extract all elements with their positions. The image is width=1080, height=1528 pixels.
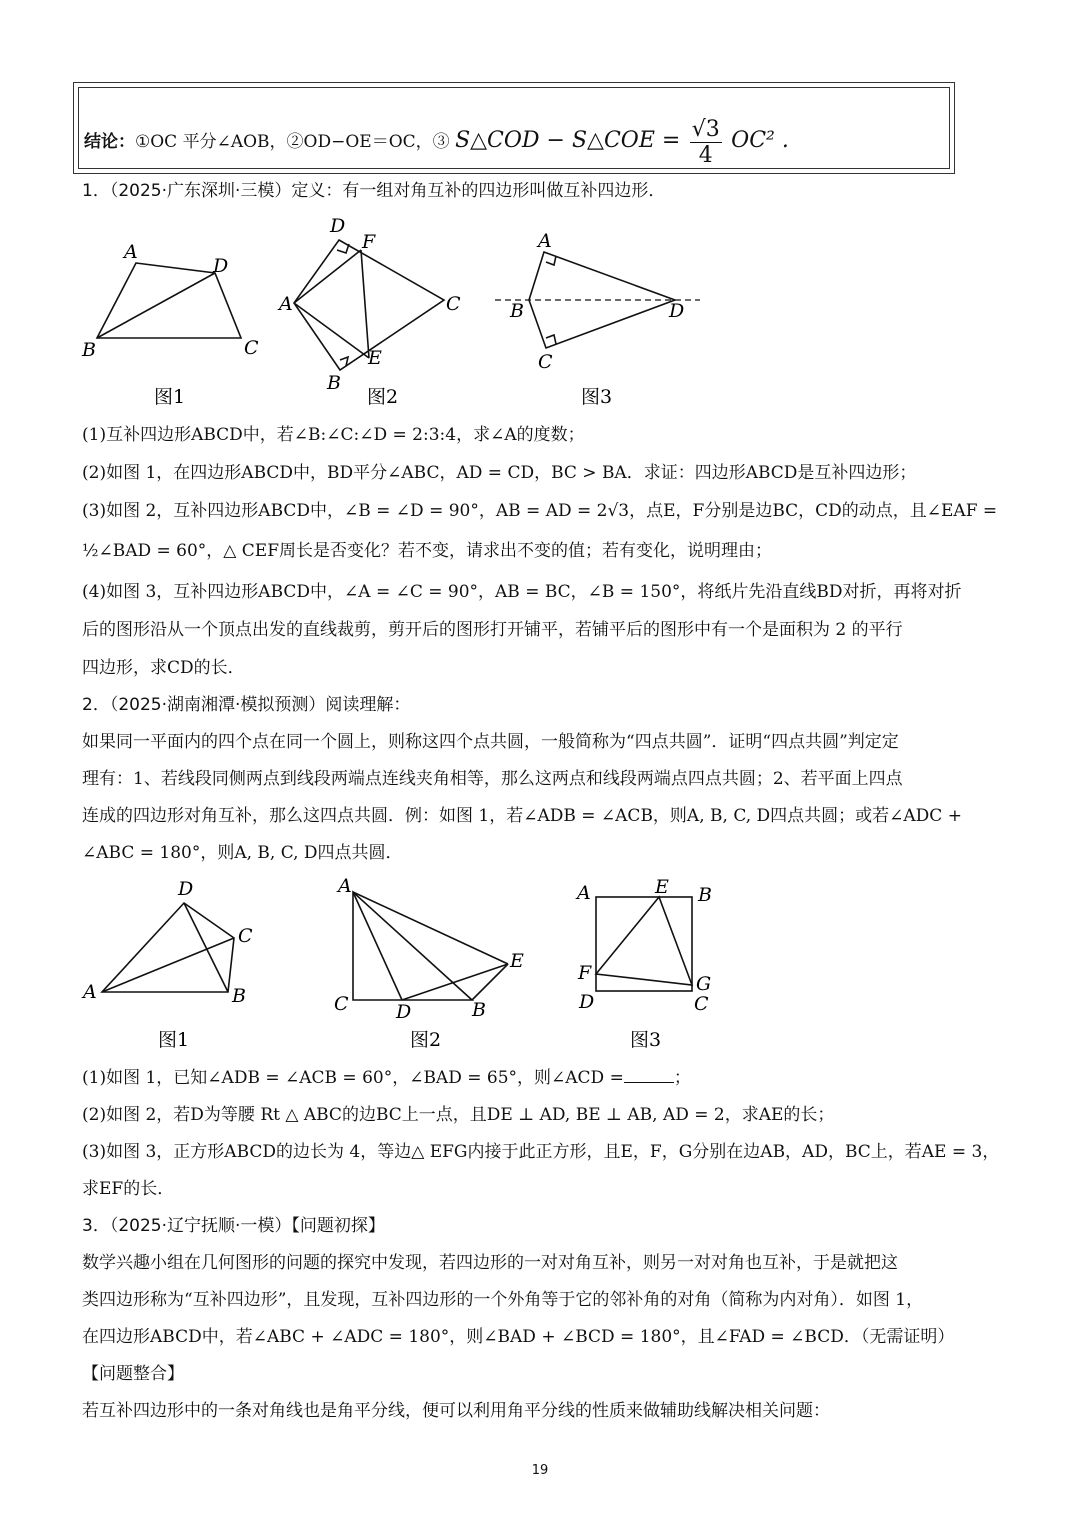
q2-fig3-label-c: C: [694, 993, 709, 1015]
q2-reading-2: 理有：1、若线段同侧两点到线段两端点连线夹角相等，那么这两点和线段两端点四点共圆；2、若平面上四点: [82, 769, 903, 789]
q1-figures: [80, 210, 720, 410]
q2-fig2-label-a: A: [338, 875, 352, 897]
q2-fig1-label-b: B: [232, 985, 246, 1007]
q1-title: 1．（2025·广东深圳·三模）定义：有一组对角互补的四边形叫做互补四边形．: [82, 181, 666, 201]
conclusion-text: [84, 117, 789, 168]
q1-fig3-label-c: C: [538, 351, 553, 373]
q1-part4-b: 后的图形沿从一个顶点出发的直线裁剪，剪开后的图形打开铺平，若铺平后的图形中有一个是面积为 2 的平行: [82, 620, 903, 640]
q1-fig3-caption: 图3: [581, 386, 613, 408]
q2-fig3-label-e: E: [655, 876, 669, 898]
conclusion-box: [73, 82, 955, 174]
q1-fig2-label-f: F: [362, 231, 376, 253]
q1-part4-c: 四边形，求CD的长．: [82, 658, 245, 678]
q1-fig1-label-d: D: [213, 255, 229, 277]
area-formula: S△COD − S△COE =: [455, 128, 681, 153]
q2-fig3-label-g: G: [696, 973, 712, 995]
q3-heading-2: 【问题整合】: [82, 1364, 184, 1384]
frac-numerator: √3: [691, 117, 720, 142]
q2-reading-4: ∠ABC = 180°，则A, B, C, D四点共圆．: [82, 843, 403, 863]
q2-part3-b: 求EF的长．: [82, 1179, 175, 1199]
q3-line-2: 类四边形称为“互补四边形”，且发现，互补四边形的一个外角等于它的邻补角的对角（简称为内对角）．如图 1，: [82, 1290, 924, 1310]
q3-line-1: 数学兴趣小组在几何图形的问题的探究中发现，若四边形的一对对角互补，则另一对对角也互补，于是就把这: [82, 1253, 898, 1273]
q1-fig2-label-d: D: [330, 215, 346, 237]
q1-part3-b: ½∠BAD = 60°，△ CEF周长是否变化？若不变，请求出不变的值；若有变化，说明理由；: [82, 541, 772, 561]
page-number: 19: [531, 1463, 549, 1478]
q2-fig2-label-d: D: [396, 1001, 412, 1023]
q1-fig1-label-c: C: [244, 337, 259, 359]
conclusion-items: ①OC 平分∠AOB，②OD−OE＝OC，③: [135, 132, 450, 152]
q2-figures: [80, 870, 740, 1060]
q2-part1-end: ；: [673, 1068, 691, 1088]
q2-fig3-label-f: F: [578, 962, 592, 984]
q2-fig1-label-c: C: [238, 925, 253, 947]
q2-fig2-label-b: B: [472, 999, 486, 1021]
oc-squared: OC² .: [731, 128, 789, 153]
frac-denominator: 4: [698, 143, 713, 168]
q2-fig2-label-e: E: [510, 950, 524, 972]
q2-reading-1: 如果同一平面内的四个点在同一个圆上，则称这四个点共圆，一般简称为“四点共圆”．证明“四点共圆”判定定: [82, 732, 899, 752]
q1-fig2-label-b: B: [327, 372, 341, 394]
q3-line-3: 在四边形ABCD中，若∠ABC + ∠ADC = 180°，则∠BAD + ∠BCD = 180°，且∠FAD = ∠BCD．（无需证明）: [82, 1327, 955, 1347]
q2-reading-3: 连成的四边形对角互补，那么这四点共圆．例：如图 1，若∠ADB = ∠ACB，则A, B, C, D四点共圆；或若∠ADC +: [82, 806, 962, 826]
q1-fig1-label-a: A: [124, 241, 138, 263]
q1-fig3-label-d: D: [669, 300, 685, 322]
q2-fig3: [596, 897, 692, 991]
q2-title: 2．（2025·湖南湘潭·模拟预测）阅读理解：: [82, 695, 411, 715]
q1-fig2-label-e: E: [368, 347, 382, 369]
q1-fig1-caption: 图1: [154, 386, 186, 408]
q3-line-4: 若互补四边形中的一条对角线也是角平分线，便可以利用角平分线的性质来做辅助线解决相关问题：: [82, 1401, 830, 1421]
q2-fig1-label-d: D: [178, 878, 194, 900]
q1-part4-a: (4)如图 3，互补四边形ABCD中，∠A = ∠C = 90°，AB = BC，∠B = 150°，将纸片先沿直线BD对折，再将对折: [82, 582, 962, 602]
q2-fig2-label-c: C: [334, 993, 349, 1015]
q2-fig1-caption: 图1: [158, 1029, 190, 1051]
q2-part1: [82, 1067, 1002, 1089]
q2-fig1: [102, 903, 234, 992]
q2-fig3-label-b: B: [698, 884, 712, 906]
q1-part2: (2)如图 1，在四边形ABCD中，BD平分∠ABC，AD = CD，BC > BA．求证：四边形ABCD是互补四边形；: [82, 463, 917, 483]
q1-fig2-caption: 图2: [367, 386, 399, 408]
sqrt3-over-4: [690, 117, 722, 168]
q2-part1-text: (1)如图 1，已知∠ADB = ∠ACB = 60°，∠BAD = 65°，则∠ACD =: [82, 1068, 624, 1088]
q2-fig1-label-a: A: [83, 981, 97, 1003]
q1-fig3-label-a: A: [538, 230, 552, 252]
q1-fig1-label-b: B: [82, 339, 96, 361]
q2-fig3-label-a: A: [577, 882, 591, 904]
q1-part1: (1)互补四边形ABCD中，若∠B:∠C:∠D = 2:3:4，求∠A的度数；: [82, 425, 585, 445]
q2-fig3-label-d: D: [579, 991, 595, 1013]
q1-fig2-label-a: A: [279, 293, 293, 315]
q1-fig2-label-c: C: [446, 293, 461, 315]
q2-part2: (2)如图 2，若D为等腰 Rt △ ABC的边BC上一点，且DE ⊥ AD, BE ⊥ AB, AD = 2，求AE的长；: [82, 1105, 835, 1125]
q2-fig2: [353, 892, 508, 1000]
answer-blank[interactable]: [624, 1068, 674, 1083]
q1-part3-a: (3)如图 2，互补四边形ABCD中，∠B = ∠D = 90°，AB = AD = 2√3，点E，F分别是边BC，CD的动点，且∠EAF =: [82, 501, 998, 521]
conclusion-label: 结论：: [84, 132, 135, 152]
q2-part3-a: (3)如图 3，正方形ABCD的边长为 4，等边△ EFG内接于此正方形，且E，F，G分别在边AB，AD，BC上，若AE = 3，: [82, 1142, 1000, 1162]
q1-fig3-label-b: B: [510, 300, 524, 322]
q3-title: 3．（2025·辽宁抚顺·一模）【问题初探】: [82, 1216, 385, 1236]
q2-fig2-caption: 图2: [410, 1029, 442, 1051]
q2-fig3-caption: 图3: [630, 1029, 662, 1051]
